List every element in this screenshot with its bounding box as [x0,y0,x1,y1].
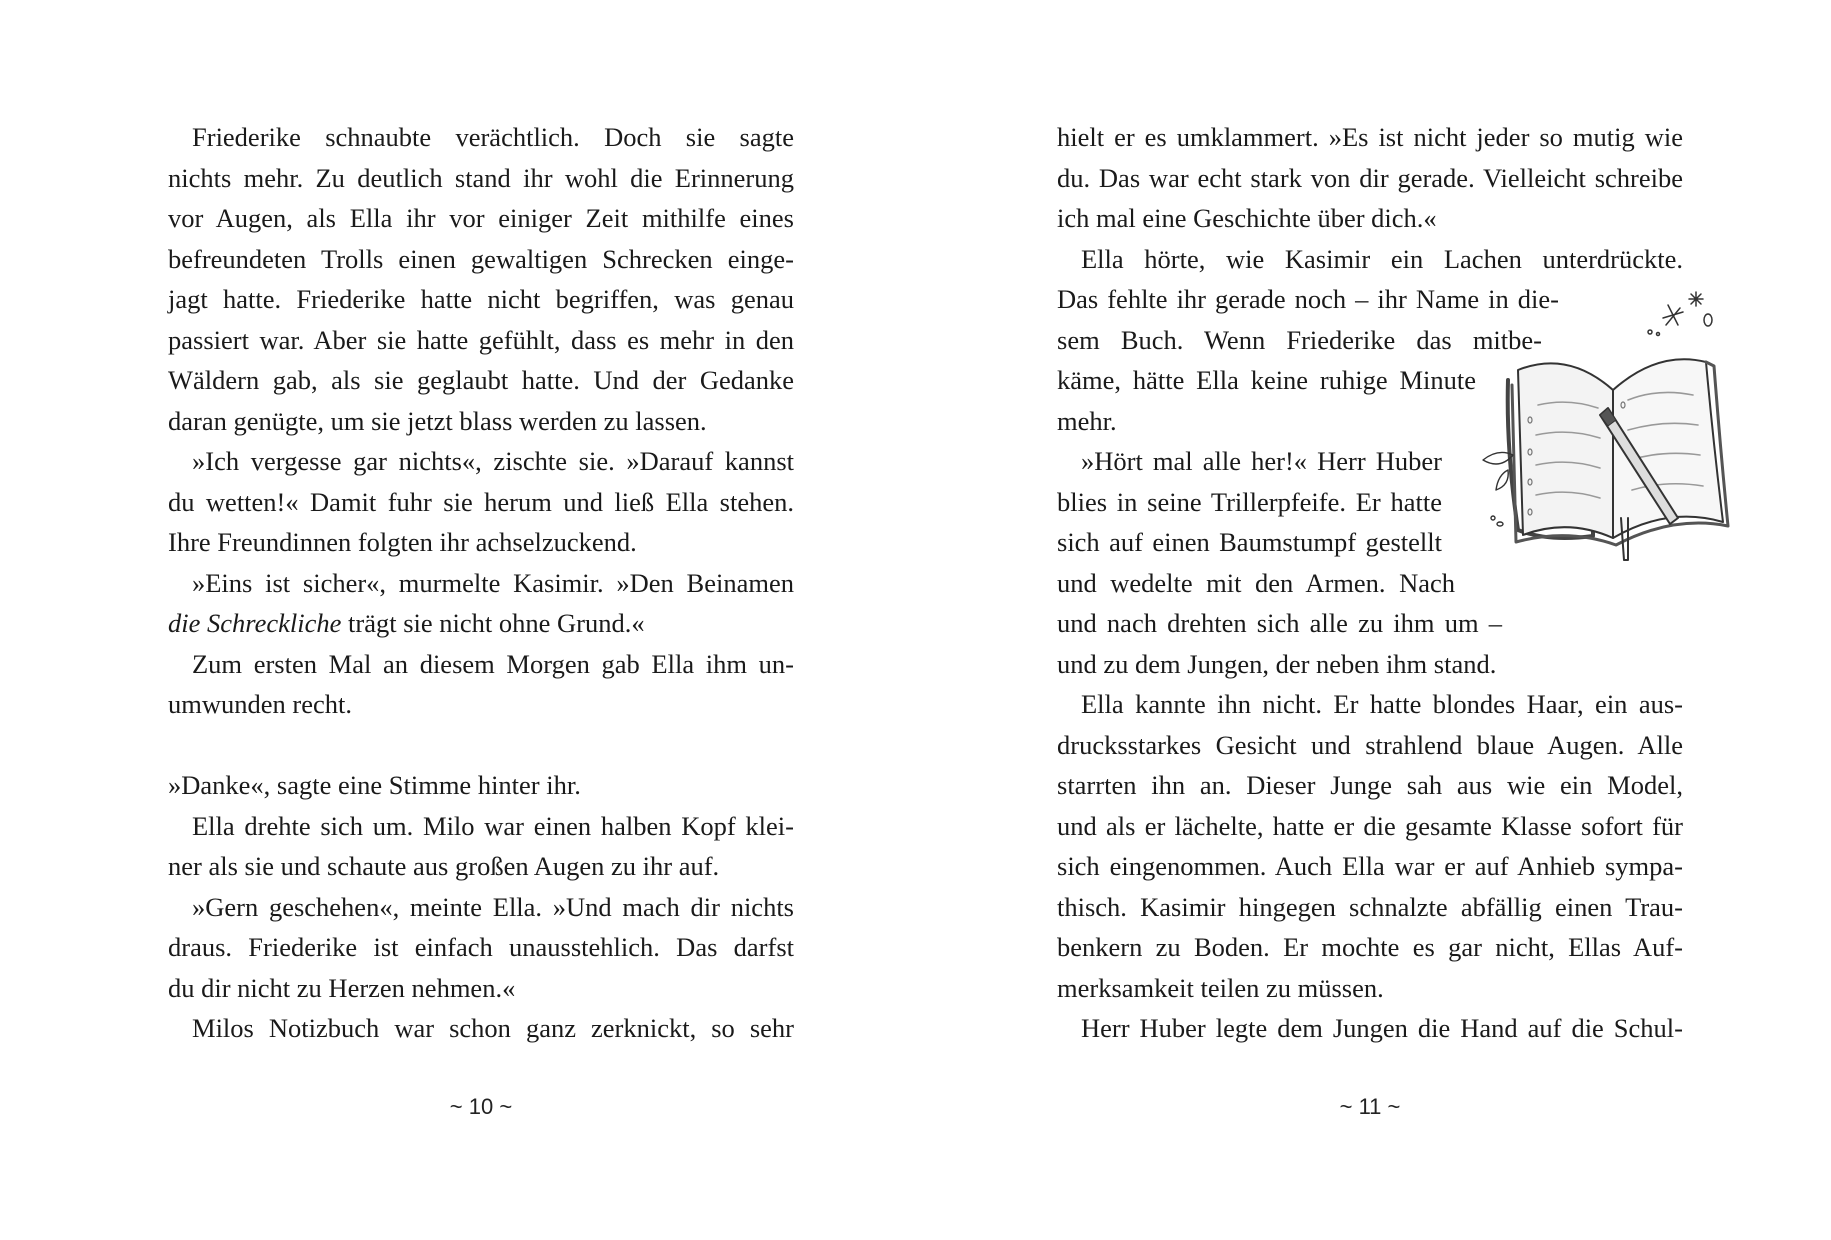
text-line: und zu dem Jungen, der neben ihm stand. [1057,648,1497,679]
page-number-left: ~ 10 ~ [449,1094,513,1119]
text-line: sich eingenommen. Auch Ella war er auf Anhieb sympa- [1057,851,1683,881]
text-line: sem Buch. Wenn Friederike das mitbe- [1057,324,1542,355]
text-line: »Eins ist sicher«, murmelte Kasimir. »Den Beinamen [192,567,794,598]
text-line: Milos Notizbuch war schon ganz zerknickt, so sehr [192,1013,794,1043]
text-line: starrten ihn an. Dieser Junge sah aus wie ein Model, [1057,770,1683,800]
text-line: Ihre Freundinnen folgten ihr achselzuckend. [168,527,637,557]
sparkle-icon [1648,292,1712,336]
text-line: Ella kannte ihn nicht. Er hatte blondes Haar, ein aus- [1081,689,1683,719]
left-page-text [168,117,794,1049]
text-line: thisch. Kasimir hingegen schnalzte abfällig einen Trau- [1057,891,1683,922]
text-line: und wedelte mit den Armen. Nach [1057,567,1455,598]
text-line: merksamkeit teilen zu müssen. [1057,972,1384,1003]
text-line: Das fehlte ihr gerade noch – ihr Name in die- [1057,284,1559,314]
text-line: du wetten!« Damit fuhr sie herum und ließ Ella stehen. [168,486,794,517]
text-line: »Danke«, sagte eine Stimme hinter ihr. [168,770,581,800]
text-line: du dir nicht zu Herzen nehmen.« [168,972,516,1003]
text-line: ich mal eine Geschichte über dich.« [1057,203,1437,233]
text-line: drucksstarkes Gesicht und strahlend blaue Augen. Alle [1057,729,1683,760]
text-line: du. Das war echt stark von dir gerade. Vielleicht schreibe [1057,162,1683,193]
text-line: draus. Friederike ist einfach unausstehlich. Das darfst [168,932,794,962]
text-line: Ella drehte sich um. Milo war einen halben Kopf klei- [192,810,794,841]
text-line: Wäldern gab, als sie geglaubt hatte. Und der Gedanke [168,365,794,395]
text-line: nichts mehr. Zu deutlich stand ihr wohl die Erinnerung [168,162,794,193]
right-page-text [1057,117,1683,1049]
text-line: Herr Huber legte dem Jungen die Hand auf die Schul- [1081,1013,1683,1043]
text-line: »Hört mal alle her!« Herr Huber [1081,446,1442,476]
text-line: jagt hatte. Friederike hatte nicht begriffen, was genau [168,284,794,314]
text-line: und nach drehten sich alle zu ihm um – [1057,608,1502,638]
text-line: befreundeten Trolls einen gewaltigen Schrecken einge- [168,243,794,274]
text-line: Ella hörte, wie Kasimir ein Lachen unterdrückte. [1081,243,1683,274]
text-line [168,603,794,644]
notebook-illustration [1478,280,1793,570]
text-line: benkern zu Boden. Er mochte es gar nicht, Ellas Auf- [1057,932,1683,962]
text-line: blies in seine Trillerpfeife. Er hatte [1057,486,1442,517]
text-line: daran genügte, um sie jetzt blass werden zu lassen. [168,405,707,436]
text-line: »Gern geschehen«, meinte Ella. »Und mach dir nichts [192,891,794,922]
text-line: »Ich vergesse gar nichts«, zischte sie. »Darauf kannst [192,446,794,476]
blank-line [168,725,794,766]
page-number-right: ~ 11 ~ [1339,1094,1401,1119]
text-line: Friederike schnaubte verächtlich. Doch sie sagte [192,122,794,152]
text-line: vor Augen, als Ella ihr vor einiger Zeit mithilfe eines [168,203,794,233]
text: trägt sie nicht ohne Grund.« [341,608,645,638]
text-line: sich auf einen Baumstumpf gestellt [1057,527,1442,557]
text-line: mehr. [1057,405,1117,436]
text-line: käme, hätte Ella keine ruhige Minute [1057,365,1476,395]
text-line: passiert war. Aber sie hatte gefühlt, dass es mehr in den [168,324,794,355]
text-line: Zum ersten Mal an diesem Morgen gab Ella ihm un- [192,648,794,679]
italic-text: die Schreckliche [168,608,342,638]
text-line: und als er lächelte, hatte er die gesamte Klasse sofort für [1057,810,1683,841]
text-line: ner als sie und schaute aus großen Augen zu ihr auf. [168,851,720,881]
text-line: umwunden recht. [168,689,352,719]
text-line: hielt er es umklammert. »Es ist nicht jeder so mutig wie [1057,122,1683,152]
